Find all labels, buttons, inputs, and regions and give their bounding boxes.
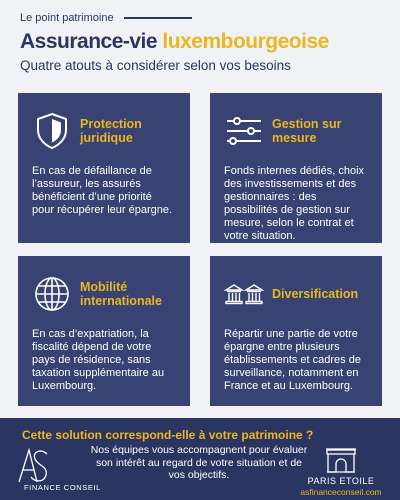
card-title — [80, 280, 162, 308]
website-link[interactable]: asfinanceconseil.com — [300, 487, 382, 497]
card-title-line: Diversification — [272, 287, 359, 301]
card-title — [272, 117, 341, 145]
card-mobilite — [18, 256, 190, 406]
institutions-icon — [224, 274, 264, 314]
card-title-line: mesure — [272, 131, 317, 145]
card-title-line: Protection — [80, 117, 142, 131]
arc-de-triomphe-icon — [324, 446, 358, 474]
footer — [0, 418, 400, 500]
kicker-rule — [124, 17, 192, 19]
sliders-icon — [224, 111, 264, 151]
header — [20, 12, 384, 73]
title-main: Assurance-vie — [20, 30, 163, 53]
title-accent: luxembourgeoise — [162, 30, 329, 53]
card-diversification — [210, 256, 382, 406]
card-title — [80, 117, 142, 145]
card-text: Répartir une partie de votre épargne entre plusieurs établissements et cadres de surveillance, notamment en France et au Luxembourg. — [224, 328, 361, 392]
location-block — [296, 446, 386, 498]
card-text: Fonds internes dédiés, choix des investissements et des gestionnaires : des possibilités de gestion sur mesure, selon le contrat et votre situation. — [224, 165, 365, 242]
card-title-line: juridique — [80, 131, 133, 145]
card-title — [272, 287, 358, 301]
footer-description: Nos équipes vous accompagnent pour évaluer son intérêt au regard de votre situation et de vos objectifs. — [90, 444, 308, 481]
kicker-label: Le point patrimoine — [20, 12, 114, 24]
footer-question: Cette solution correspond-elle à votre patrimoine ? — [22, 428, 314, 442]
as-monogram-icon — [16, 446, 50, 486]
page-subtitle: Quatre atouts à considérer selon vos besoins — [20, 58, 291, 73]
card-title-line: internationale — [80, 294, 162, 308]
brand-name: FINANCE CONSEIL — [24, 483, 101, 492]
page-title — [20, 30, 384, 54]
card-text: En cas de défaillance de l’assureur, les assurés bénéficient d’une priorité pour récupérer leur épargne. — [32, 165, 173, 216]
card-gestion — [210, 93, 382, 243]
card-title-line: Mobilité — [80, 280, 128, 294]
card-protection — [18, 93, 190, 243]
card-text: En cas d’expatriation, la fiscalité dépend de votre pays de résidence, sans taxation supplémentaire au Luxembourg. — [32, 328, 165, 392]
kicker — [20, 12, 384, 24]
card-title-line: Gestion sur — [272, 117, 342, 131]
shield-icon — [32, 111, 72, 151]
globe-icon — [32, 274, 72, 314]
city-label: PARIS ETOILE — [307, 476, 375, 486]
